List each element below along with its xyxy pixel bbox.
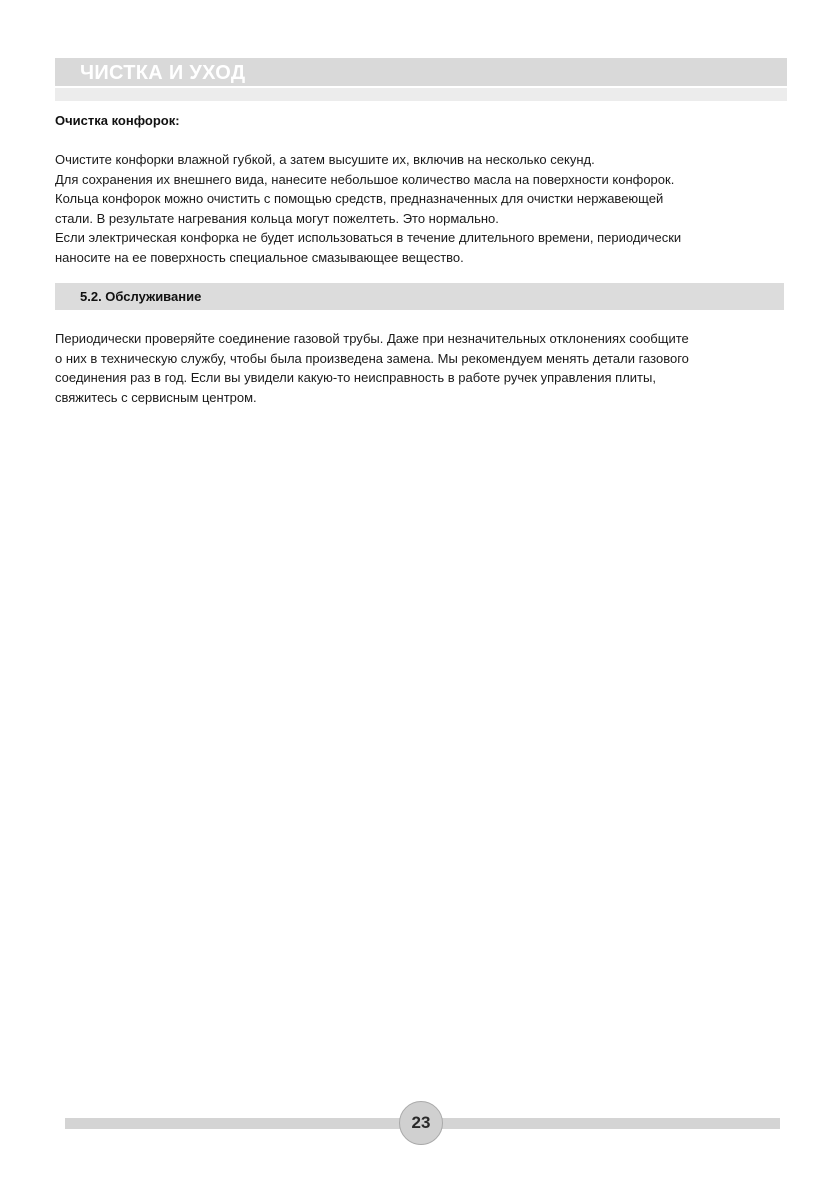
page-number: 23	[399, 1101, 443, 1145]
text-line: соединения раз в год. Если вы увидели какую-то неисправность в работе ручек управления плиты,	[55, 370, 656, 386]
maintenance-paragraph	[55, 329, 790, 407]
section-title: 5.2. Обслуживание	[80, 289, 202, 304]
text-line: Кольца конфорок можно очистить с помощью средств, предназначенных для очистки нержавеющей	[55, 191, 664, 207]
text-line: стали. В результате нагревания кольца могут пожелтеть. Это нормально.	[55, 210, 499, 226]
text-line: о них в техническую службу, чтобы была произведена замена. Мы рекомендуем менять детали газового	[55, 350, 689, 366]
text-line: Периодически проверяйте соединение газовой трубы. Даже при незначительных отклонениях сообщите	[55, 331, 689, 346]
page-title: ЧИСТКА И УХОД	[80, 62, 246, 84]
text-line: Для сохранения их внешнего вида, нанесите небольшое количество масла на поверхности конфорок.	[55, 171, 675, 187]
burners-heading: Очистка конфорок:	[55, 113, 180, 128]
text-line: свяжитесь с сервисным центром.	[55, 389, 257, 405]
text-line: Очистите конфорки влажной губкой, а затем высушите их, включив на несколько секунд.	[55, 152, 595, 167]
text-line: наносите на ее поверхность специальное смазывающее вещество.	[55, 249, 464, 265]
burners-paragraph	[55, 150, 790, 268]
text-line: Если электрическая конфорка не будет использоваться в течение длительного времени, периодически	[55, 230, 682, 246]
header-underline	[55, 88, 787, 101]
